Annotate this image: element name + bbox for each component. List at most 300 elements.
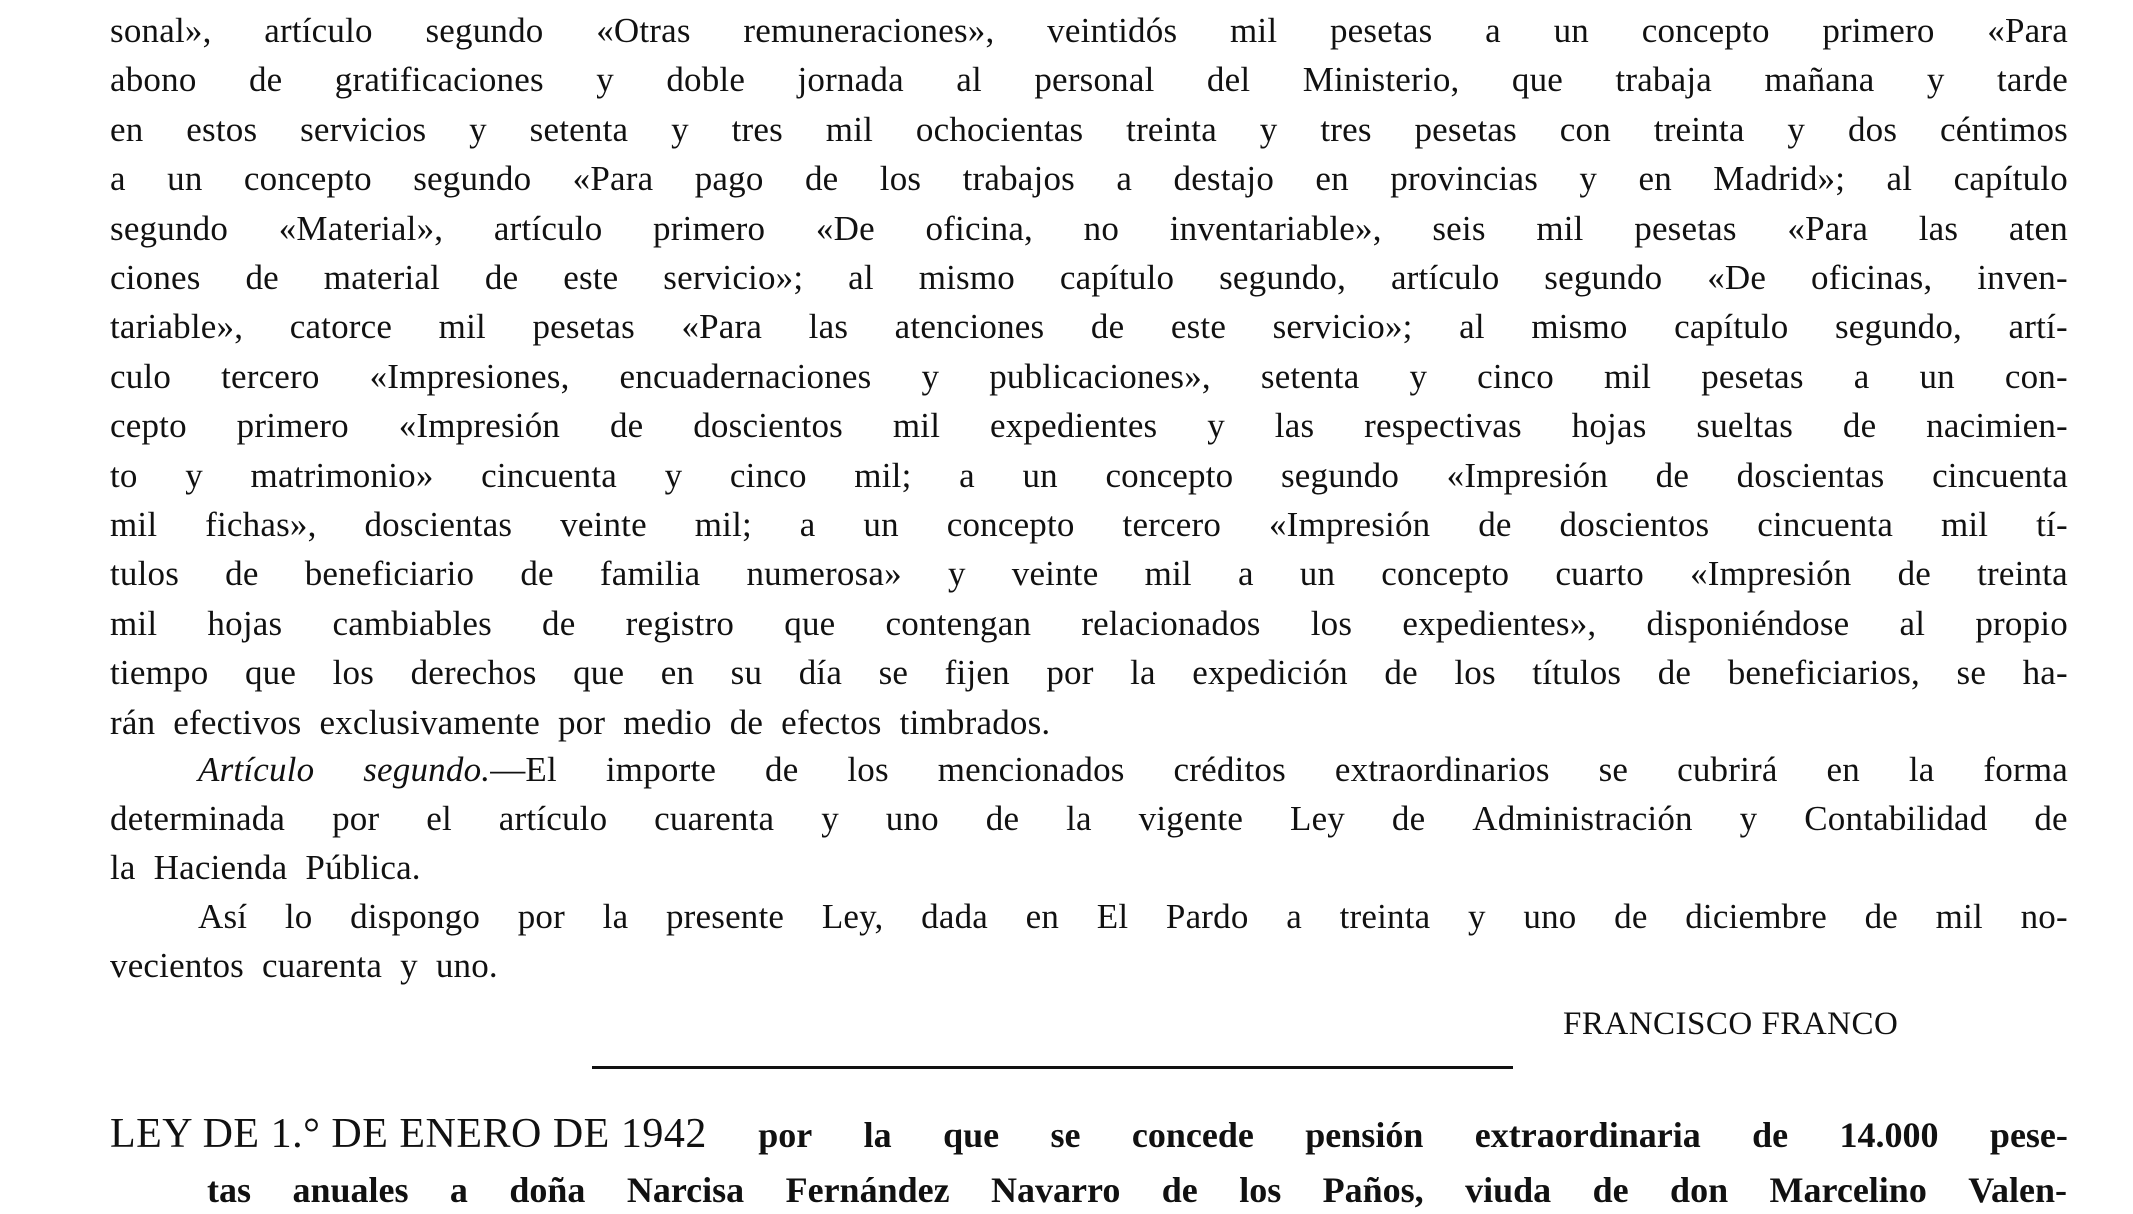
body-line-last [110,701,2068,745]
word: publicaciones», [989,356,1211,396]
word: mil [1144,554,1192,594]
word: Paños, [1322,1170,1424,1210]
word: de [1657,653,1692,693]
word: El [1096,897,1129,936]
word: fichas», [205,505,317,544]
word: al [1459,307,1485,347]
word: a [799,505,816,544]
word: artículo [1390,258,1500,297]
word: efectos [781,702,882,742]
word: to [110,455,138,495]
word: la [602,897,629,936]
word: veinte [560,505,647,544]
word: con- [2004,356,2068,396]
word: pensión [1305,1115,1424,1155]
word: Ministerio, [1302,60,1460,100]
word: mismo [1531,307,1628,347]
word: de [1864,897,1899,936]
word: concepto [946,505,1075,544]
word: un [167,159,203,199]
word: ciones [110,258,201,297]
word: cincuenta [1757,505,1894,544]
word: a [959,455,975,495]
word: timbrados. [899,702,1051,742]
word: que [784,603,836,643]
word: y [1468,897,1486,936]
word: de [1655,455,1690,495]
word: Ley [1289,799,1345,838]
word: veintidós [1047,11,1178,50]
word: expedientes [989,406,1158,446]
word: Ley, [821,897,884,936]
word: se [1956,653,1987,693]
word: inven- [1977,258,2068,297]
word: Navarro [991,1170,1121,1210]
word: Pardo [1165,897,1249,936]
word: exclusivamente [319,702,540,742]
word: que [244,653,297,693]
word: la [110,848,136,887]
word: determinada [110,799,286,838]
word: y [1579,159,1598,199]
word: cuarenta [654,799,775,838]
word: servicios [300,109,427,149]
word: un [1299,554,1336,594]
word: mil [1940,505,1989,544]
word: en [1638,159,1672,199]
word: tercero [221,356,320,396]
word: se [1598,750,1629,789]
word: primero [236,406,349,446]
signature: FRANCISCO FRANCO [1563,1006,1899,1042]
word: nacimien- [1926,406,2068,446]
body-line [110,651,2068,695]
word: doscientas [1736,455,1885,495]
word: mil [110,603,158,643]
word: tercero [1122,505,1222,544]
word: al [848,258,874,297]
word: los [879,159,922,199]
word: a [1853,356,1870,396]
word: uno [885,799,939,838]
word: de [542,603,576,643]
word: dada [921,897,989,936]
word: y [1259,109,1278,149]
word: a [1286,897,1302,936]
word: tí- [2036,505,2068,544]
word: oficina, [925,208,1034,248]
word: gratificaciones [334,60,544,100]
word: artí- [2008,307,2068,347]
word: y [185,455,203,495]
word: mil [825,109,874,149]
word: en [1315,159,1349,199]
word: en [660,653,695,693]
word: Narcisa [626,1170,745,1210]
word: encuadernaciones [619,356,872,396]
word: las [1274,406,1315,446]
body-line [110,157,2068,201]
word: familia [599,554,701,594]
word: «Impresiones, [369,356,570,396]
word: oficinas, [1811,258,1933,297]
word: Administración [1472,799,1693,838]
word: segundo [1280,455,1400,495]
word: diciembre [1685,897,1827,936]
word: su [730,653,763,693]
word: artículo [498,799,608,838]
word: abono [110,60,197,100]
word: trabajos [962,159,1075,199]
word: Valen- [1968,1170,2067,1210]
word: pesetas [1414,109,1517,149]
word: la [1908,750,1935,789]
word: tulos [110,554,180,594]
word: y [947,554,966,594]
word: anuales [292,1170,409,1210]
word: setenta [529,109,629,149]
word: de [804,159,839,199]
word: mencionados [937,750,1125,789]
word: servicio»; [1272,307,1413,347]
word: cincuenta [481,455,618,495]
word: Pública. [305,848,421,887]
word: «De [815,208,875,248]
word: de [729,702,764,742]
word: a [449,1170,468,1210]
word: un [1919,356,1955,396]
body-line [110,58,2068,102]
word: culo [110,356,172,396]
body-line [110,305,2068,349]
word: destajo [1173,159,1275,199]
word: uno [1523,897,1577,936]
word: vigente [1138,799,1244,838]
word: un [1022,455,1058,495]
word: a [1237,554,1254,594]
word: los [1310,603,1353,643]
word: pesetas [1701,356,1804,396]
word: a [110,159,126,199]
word: en [1025,897,1060,936]
word: hojas [207,603,283,643]
word: cincuenta [1932,455,2068,495]
word: de [1592,1170,1629,1210]
article-2-line-3 [110,846,2068,890]
word: tiempo [110,653,209,693]
word: doble [666,60,746,100]
word: concepto [1641,11,1770,50]
word: respectivas [1364,406,1522,446]
word: vecientos [110,946,244,985]
word: por [557,702,606,742]
word: extraordinaria [1474,1115,1701,1155]
word: propio [1975,603,2068,643]
word: de [1614,897,1648,936]
word: «Para [1987,11,2068,50]
article-2-line-2 [110,797,2068,841]
word: cepto [110,406,187,446]
word: expedición [1192,653,1348,693]
word: el [426,799,452,838]
word: de [985,799,1020,838]
word: se [878,653,909,693]
word: tariable», [110,307,244,347]
word: de [1161,1170,1198,1210]
word: medio [623,702,712,742]
word: concepto [1381,554,1510,594]
word: treinta [1653,109,1745,149]
word: segundo [1544,258,1663,297]
word: un [1553,11,1590,50]
word: de [765,750,799,789]
body-line [110,404,2068,448]
word: cinco [1477,356,1554,396]
word: registro [625,603,735,643]
word: extraordinarios [1334,750,1550,789]
word: pago [694,159,764,199]
word: contengan [885,603,1032,643]
word: aten [2008,208,2068,248]
word: cinco [729,455,807,495]
word: por [332,799,380,838]
word: primero [1822,11,1935,50]
word: títulos [1532,653,1622,693]
word: «Impresión [1446,455,1609,495]
word: viuda [1465,1170,1552,1210]
word: numerosa» [746,554,902,594]
word: tres [731,109,783,149]
word: «Para [681,307,763,347]
word: relacionados [1081,603,1261,643]
word: de [1090,307,1125,347]
word: se [1050,1115,1081,1155]
word: mil [110,505,158,544]
word: treinta [1339,897,1431,936]
word: de [609,406,644,446]
word: y [1207,406,1225,446]
word: este [1170,307,1227,347]
body-line [110,256,2068,300]
word: créditos [1173,750,1286,789]
word: y [1787,109,1806,149]
word: ochocientas [915,109,1084,149]
word: veinte [1011,554,1099,594]
word: capítulo [1953,159,2068,199]
body-line [110,355,2068,399]
word: la [1130,653,1156,693]
word: cambiables [332,603,492,643]
word: a [1485,11,1501,50]
word: segundo, [1219,258,1347,297]
word: estos [186,109,258,149]
word: lo [284,897,313,936]
word: dos [1847,109,1898,149]
word: material [323,258,441,297]
word: de [1478,505,1512,544]
word: Hacienda [153,848,288,887]
word: y [821,799,839,838]
word: artículo [264,11,373,50]
word: y [596,60,614,100]
word: beneficiario [304,554,475,594]
word: capítulo [1674,307,1789,347]
article-label-word: Artículo [198,750,315,789]
word: trabaja [1615,60,1713,100]
word: la [863,1115,892,1155]
word: pese- [1989,1115,2068,1155]
word: de [1897,554,1932,594]
word: de [2034,799,2068,838]
word: setenta [1260,356,1360,396]
word: «Para [572,159,654,199]
word: a [1116,159,1133,199]
word: mismo [918,258,1015,297]
word: pesetas [1634,208,1737,248]
word: Contabilidad [1804,799,1988,838]
word: de [1391,799,1426,838]
word: de [225,554,259,594]
word: mil [438,307,486,347]
closing-line-1 [198,895,2068,939]
word: atenciones [894,307,1045,347]
word: doscientos [1559,505,1710,544]
word: de [248,60,283,100]
word: y [664,455,683,495]
word: no- [2020,897,2068,936]
word: mañana [1764,60,1875,100]
word: no [1083,208,1120,248]
word: personal [1034,60,1155,100]
word: disponiéndose [1646,603,1850,643]
body-line [110,552,2068,596]
word: sonal», [110,11,212,50]
word: y [671,109,689,149]
word: beneficiarios, [1727,653,1920,693]
word: mil [1536,208,1584,248]
word: los [332,653,375,693]
word: las [1918,208,1959,248]
word: en [1826,750,1860,789]
word: doscientos [693,406,843,446]
word: la [1066,799,1092,838]
word: día [798,653,843,693]
word: concepto [1105,455,1234,495]
body-line [110,454,2068,498]
article-2-line-1 [198,748,2068,792]
word: tres [1320,109,1372,149]
word: servicio»; [663,258,804,297]
word: «Impresión [398,406,561,446]
word: los [847,750,889,789]
word: cuarto [1555,554,1644,594]
word: que [1511,60,1564,100]
word: que [573,653,625,693]
law-title: LEY DE 1.° DE ENERO DE 1942 [110,1111,707,1157]
word: doña [509,1170,586,1210]
word: mil [892,406,941,446]
word: catorce [289,307,393,347]
word: primero [653,208,766,248]
word: por [517,897,565,936]
word: los [1454,653,1496,693]
word: «Material», [278,208,444,248]
word: y [400,946,418,985]
word: remuneraciones», [743,11,995,50]
word: los [1239,1170,1282,1210]
word: mil [1603,356,1652,396]
word: Fernández [785,1170,950,1210]
next-law-heading-line-2 [207,1166,2067,1214]
body-line [110,108,2068,152]
word: y [921,356,940,396]
word: «De [1707,258,1767,297]
word: artículo [493,208,603,248]
body-line [110,503,2068,547]
word: de [1752,1115,1789,1155]
word: y [1926,60,1945,100]
body-line [110,207,2068,251]
word: inventariable», [1169,208,1382,248]
word: capítulo [1059,258,1175,297]
word: al [1899,603,1926,643]
word: 14.000 [1839,1115,1939,1155]
word: ha- [2022,653,2068,693]
word: de [245,258,279,297]
word: rán [110,702,156,742]
word: y [1409,356,1428,396]
word: «Otras [596,11,691,50]
word: tarde [1996,60,2068,100]
section-divider [592,1066,1513,1069]
word: de [1842,406,1877,446]
word: «Impresión [1268,505,1431,544]
word: un [863,505,899,544]
word: forma [1983,750,2068,789]
word: matrimonio» [250,455,434,495]
word: concepto [243,159,372,199]
word: cuarenta [261,946,383,985]
word: presente [665,897,785,936]
word: «Impresión [1690,554,1852,594]
word: segundo, [1834,307,1962,347]
word: uno. [435,946,498,985]
word: segundo [413,159,532,199]
body-line [110,602,2068,646]
word: del [1206,60,1251,100]
word: mil; [694,505,752,544]
word: fijen [944,653,1010,693]
word: segundo [425,11,544,50]
word: por [1046,653,1094,693]
word: de [484,258,519,297]
word: en [110,109,144,149]
word: mil; [854,455,912,495]
word: dispongo [350,897,481,936]
word: por [758,1115,813,1155]
word: seis [1432,208,1486,248]
word: treinta [1977,554,2068,594]
word: y [469,109,487,149]
word: expedientes», [1402,603,1597,643]
word: con [1559,109,1611,149]
word: jornada [797,60,904,100]
body-line [110,9,2068,53]
word: Marcelino [1769,1170,1927,1210]
word: céntimos [1940,109,2068,149]
word: cubrirá [1677,750,1778,789]
word: de [1384,653,1418,693]
